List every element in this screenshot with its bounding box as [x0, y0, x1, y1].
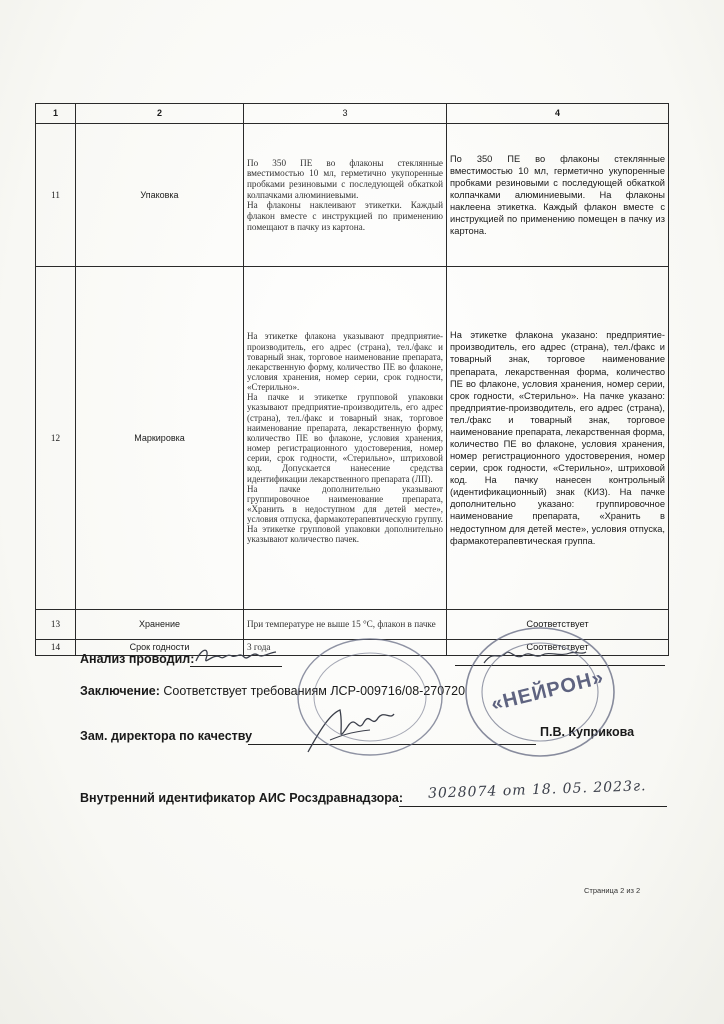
requirement-text: При температуре не выше 15 °С, флакон в пачке — [244, 610, 447, 640]
ais-identifier-label: Внутренний идентификатор АИС Росздравнадзора: — [80, 791, 404, 805]
ais-identifier-line — [399, 806, 667, 807]
header-col-3: 3 — [244, 104, 447, 124]
row-number: 12 — [36, 267, 76, 610]
requirement-text: На этикетке флакона указывают предприятие-производитель, его адрес (страна), тел./факс и товарный знак, торговое наименование препарата, лекарственную форму, количество ПЕ во флаконе, условия хранения, номер серии, срок годности, «Стерильно». На пачке и этикетке групповой упаковки указывают предприятие-производитель, его адрес (страна), тел./факс и товарный знак, торговое наименование препарата, лекарственную форму, количество ПЕ во флаконе, условия хранения, номер регистрационного удостоверения, номер серии, срок годности, «Стерильно», штриховой код. Допускается нанесение средства идентификации лекарственного препарата (ЛП). На пачке дополнительно указывают группировочное наименование препарата, «Хранить в недоступном для детей месте», условия отпуска, фармакотерапевтическую группу. На этикетке групповой упаковки дополнительно указывают количество пачек. — [244, 267, 447, 610]
deputy-director-label: Зам. директора по качеству — [80, 729, 253, 743]
header-col-1: 1 — [36, 104, 76, 124]
row-number: 14 — [36, 640, 76, 656]
parameter-name: Хранение — [76, 610, 244, 640]
parameter-name: Маркировка — [76, 267, 244, 610]
actual-result: Соответствует — [447, 610, 669, 640]
actual-result: По 350 ПЕ во флаконы стеклянные вместимостью 10 мл, герметично укупоренные пробками резиновыми с последующей обкаткой колпачками алюминиевыми. На флаконы наклеена этикетка. Каждый флакон вместе с инструкцией по применению помещен в пачку из картона. — [447, 124, 669, 267]
page-number: Страница 2 из 2 — [584, 886, 641, 895]
table-header-row — [36, 104, 669, 124]
specification-table — [35, 103, 669, 656]
deputy-director-name: П.В. Куприкова — [540, 725, 635, 739]
header-col-2: 2 — [76, 104, 244, 124]
row-number: 13 — [36, 610, 76, 640]
row-number: 11 — [36, 124, 76, 267]
requirement-text: По 350 ПЕ во флаконы стеклянные вместимостью 10 мл, герметично укупоренные пробками резиновыми с последующей обкаткой колпачками алюминиевыми. На флаконы наклеивают этикетки. Каждый флакон вместе с инструкцией по применению помещают в пачку из картона. — [244, 124, 447, 267]
table-row-packaging — [36, 124, 669, 267]
actual-result: На этикетке флакона указано: предприятие-производитель, его адрес (страна), тел./факс и товарный знак, торговое наименование препарата, лекарственная форма, количество ПЕ во флаконе, условия хранения, номер серии, срок годности, «Стерильно». На пачке указано: предприятие-производитель, его адрес (страна), тел./факс и товарный знак, торговое наименование препарата, лекарственная форма, количество ПЕ во флаконе, условия хранения, номер регистрационного удостоверения, номер серии, срок годности, «Стерильно», штриховой код. На пачку нанесен контрольный (идентификационный) знак (КИЗ). На пачке дополнительно указано: группировочное наименование препарата, «Хранить в недоступном для детей месте», условия отпуска, фармакотерапевтическая группа. — [447, 267, 669, 610]
round-seal-left — [290, 632, 450, 762]
conclusion-text: Соответствует требованиям ЛСР-009716/08-270720 — [163, 684, 466, 698]
actual-result: Соответствует — [447, 640, 669, 656]
analysis-label: Анализ проводил: — [80, 652, 195, 666]
parameter-name: Упаковка — [76, 124, 244, 267]
requirement-text: 3 года — [244, 640, 447, 656]
table-row-labeling — [36, 267, 669, 610]
conclusion-label: Заключение: — [80, 684, 160, 698]
seal-text: «НЕЙРОН» — [488, 666, 607, 716]
analyst-signature — [192, 643, 282, 669]
parameter-name: Срок годности — [76, 640, 244, 656]
header-col-4: 4 — [447, 104, 669, 124]
ais-identifier-value: 3028074 от 18. 05. 2023г. — [427, 778, 647, 802]
